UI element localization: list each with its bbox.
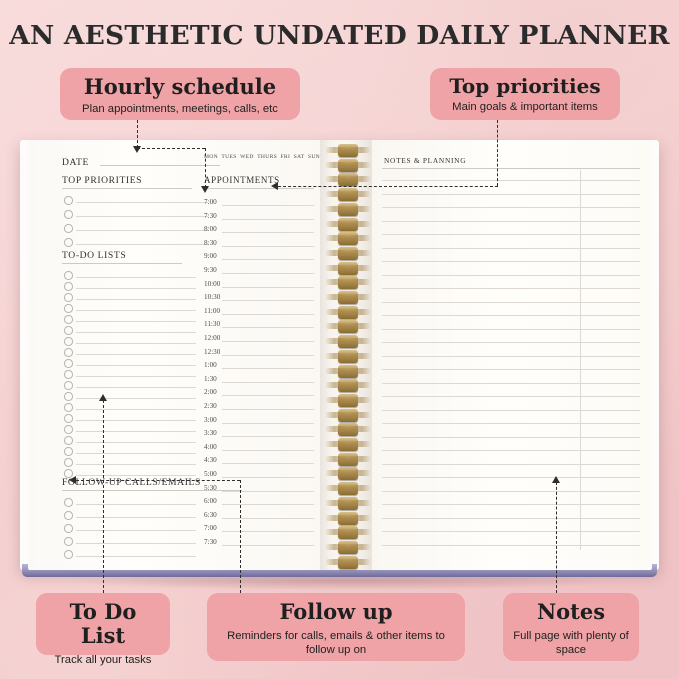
time-slot-label: 8:00 xyxy=(204,225,217,234)
connector-priorities-h xyxy=(278,186,498,187)
notes-divider xyxy=(580,170,581,550)
coil-ring xyxy=(338,291,358,304)
time-slot-label: 12:30 xyxy=(204,347,221,356)
list-item-bullet[interactable] xyxy=(64,271,73,280)
list-item-bullet[interactable] xyxy=(64,403,73,412)
connector-follow-v xyxy=(240,480,241,593)
connector-follow-h xyxy=(76,480,240,481)
day-chip[interactable]: SUN xyxy=(307,154,320,160)
callout-follow-up xyxy=(207,593,465,661)
time-slot-label: 6:00 xyxy=(204,497,217,506)
time-slot-label: 4:30 xyxy=(204,456,217,465)
list-item-bullet[interactable] xyxy=(64,537,73,546)
connector-priorities-arrow xyxy=(271,182,278,190)
list-item-bullet[interactable] xyxy=(64,326,73,335)
callout-notes-title: Notes xyxy=(536,599,606,624)
time-slot-label: 1:00 xyxy=(204,361,217,370)
callout-hourly-subtitle: Plan appointments, meetings, calls, etc xyxy=(82,102,278,115)
list-item-bullet[interactable] xyxy=(64,381,73,390)
list-item-bullet[interactable] xyxy=(64,293,73,302)
appointments-heading: APPOINTMENTS xyxy=(204,175,280,185)
callout-follow-title: Follow up xyxy=(279,599,393,624)
connector-follow-arrow xyxy=(69,476,76,484)
callout-hourly-title: Hourly schedule xyxy=(83,74,277,99)
section-label-followup: FOLLOW-UP CALLS/EMAILS xyxy=(62,477,201,488)
day-chip[interactable]: FRI xyxy=(280,154,291,160)
time-slot-label: 7:00 xyxy=(204,198,217,206)
connector-notes-v xyxy=(556,482,557,593)
planner-photo xyxy=(20,140,659,580)
callout-follow-subtitle: Reminders for calls, emails & other items to follow up on xyxy=(227,629,445,656)
connector-todo-arrow xyxy=(99,394,107,401)
time-slot-label: 9:30 xyxy=(204,266,217,274)
time-slot-label: 7:30 xyxy=(204,538,217,546)
callout-notes xyxy=(503,593,639,661)
time-slot-label: 12:00 xyxy=(204,334,221,342)
list-item-bullet[interactable] xyxy=(64,498,73,507)
connector-todo-v xyxy=(103,400,104,593)
time-slot-label: 9:00 xyxy=(204,252,217,261)
coil-ring xyxy=(338,482,358,495)
coil-ring xyxy=(338,556,358,569)
notes-heading: NOTES & PLANNING xyxy=(384,156,467,165)
page-title: AN AESTHETIC UNDATED DAILY PLANNER xyxy=(9,20,670,51)
coil-ring xyxy=(338,541,358,554)
connector-hourly-v xyxy=(137,120,138,148)
time-slot-label: 2:30 xyxy=(204,402,217,410)
time-slot-label: 7:00 xyxy=(204,524,217,533)
day-chip[interactable]: THURS xyxy=(257,154,278,160)
list-item-bullet[interactable] xyxy=(64,447,73,456)
coil-ring xyxy=(338,232,358,245)
list-item-bullet[interactable] xyxy=(64,370,73,379)
time-slot-label: 3:00 xyxy=(204,415,217,424)
coil-ring xyxy=(338,365,358,378)
coil-ring xyxy=(338,247,358,260)
connector-hourly-arrow2 xyxy=(201,186,209,193)
list-item-bullet[interactable] xyxy=(64,337,73,346)
connector-notes-arrow xyxy=(552,476,560,483)
time-slot-label: 4:00 xyxy=(204,442,217,451)
planner-book xyxy=(20,140,659,570)
coil-ring xyxy=(338,203,358,216)
time-slot-label: 7:30 xyxy=(204,211,217,220)
coil-ring xyxy=(338,218,358,231)
list-item-bullet[interactable] xyxy=(64,436,73,445)
time-slot-label: 1:30 xyxy=(204,374,217,383)
callout-todo-subtitle: Track all your tasks xyxy=(54,654,152,667)
coil-ring xyxy=(338,144,358,157)
days-row xyxy=(204,154,320,160)
coil-ring xyxy=(338,320,358,333)
appointments-column xyxy=(200,140,322,570)
list-item-bullet[interactable] xyxy=(64,315,73,324)
day-chip[interactable]: SAT xyxy=(293,154,305,160)
list-item-bullet[interactable] xyxy=(64,511,73,520)
coil-ring xyxy=(338,512,358,525)
list-item-bullet[interactable] xyxy=(64,524,73,533)
coil-ring xyxy=(338,350,358,363)
callout-hourly-schedule xyxy=(60,68,300,120)
right-page xyxy=(372,140,652,570)
list-item-bullet[interactable] xyxy=(64,282,73,291)
coil-ring xyxy=(338,497,358,510)
time-slot-label: 5:00 xyxy=(204,470,217,478)
time-slot-label: 11:00 xyxy=(204,306,221,315)
time-slot-label: 10:00 xyxy=(204,279,221,288)
coil-ring xyxy=(338,262,358,275)
coil-ring xyxy=(338,335,358,348)
coil-ring xyxy=(338,276,358,289)
coil-ring xyxy=(338,394,358,407)
list-item-bullet[interactable] xyxy=(64,304,73,313)
list-item-bullet[interactable] xyxy=(64,359,73,368)
callout-todo-title: To Do List xyxy=(69,599,137,648)
day-chip[interactable]: MON xyxy=(204,154,218,160)
coil-ring xyxy=(338,379,358,392)
day-chip[interactable]: WED xyxy=(240,154,254,160)
list-item-bullet[interactable] xyxy=(64,414,73,423)
time-slot-label: 5:30 xyxy=(204,483,217,492)
list-item-bullet[interactable] xyxy=(64,425,73,434)
connector-priorities-v xyxy=(497,120,498,186)
list-item-bullet[interactable] xyxy=(64,392,73,401)
list-item-bullet[interactable] xyxy=(64,458,73,467)
date-label: DATE xyxy=(62,157,89,168)
spiral-spine xyxy=(320,140,374,570)
callout-priorities-title: Top priorities xyxy=(449,74,601,98)
list-item-bullet[interactable] xyxy=(64,348,73,357)
coil-ring xyxy=(338,409,358,422)
time-slot-label: 3:30 xyxy=(204,429,217,438)
coil-ring xyxy=(338,306,358,319)
coil-ring xyxy=(338,173,358,186)
callout-notes-subtitle: Full page with plenty of space xyxy=(513,629,629,656)
callout-todo-list xyxy=(36,593,170,667)
time-slot-label: 2:00 xyxy=(204,388,217,397)
time-slot-label: 6:30 xyxy=(204,510,217,519)
coil-ring xyxy=(338,423,358,436)
coil-ring xyxy=(338,188,358,201)
time-slot-label: 10:30 xyxy=(204,293,221,302)
coil-ring xyxy=(338,159,358,172)
time-slot-label: 8:30 xyxy=(204,238,217,247)
section-label-todo: TO-DO LISTS xyxy=(62,250,127,261)
time-slot-label: 11:30 xyxy=(204,320,221,329)
coil-ring xyxy=(338,438,358,451)
connector-hourly-v2 xyxy=(205,148,206,188)
section-label-top-priorities: TOP PRIORITIES xyxy=(62,175,143,186)
callout-top-priorities xyxy=(430,68,620,120)
day-chip[interactable]: TUES xyxy=(221,154,237,160)
coil-ring xyxy=(338,453,358,466)
callout-priorities-subtitle: Main goals & important items xyxy=(452,101,598,114)
list-item-bullet[interactable] xyxy=(64,550,73,559)
connector-hourly-h xyxy=(137,148,205,149)
coil-ring xyxy=(338,467,358,480)
coil-ring xyxy=(338,526,358,539)
